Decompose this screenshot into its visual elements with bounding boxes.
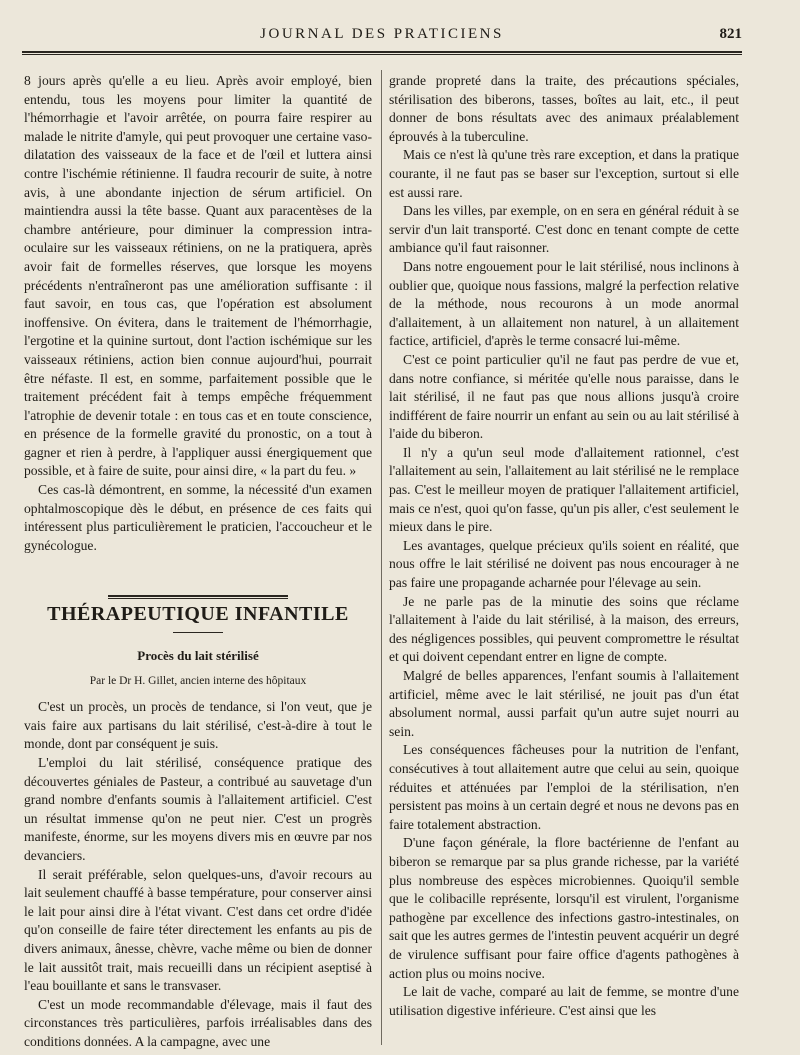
paragraph: Il n'y a qu'un seul mode d'allaitement rationnel, c'est l'allaitement au sein, l'allaitement au lait stérilisé ne le remplace pas. C'est le meilleur moyen de pratiquer l'allaitement artificiel, mais ce n'est, quoi qu'on fasse, qu'un pis aller, c'est seulement le mieux dans le pire. <box>389 444 739 535</box>
right-column <box>389 72 739 1020</box>
header-rule <box>22 51 742 55</box>
paragraph: C'est un procès, un procès de tendance, si l'on veut, que je vais faire aux partisans du lait stérilisé, c'est-à-dire à tout le monde, dont par conséquent je suis. <box>24 699 372 752</box>
article-title: Procès du lait stérilisé <box>137 648 259 664</box>
paragraph: D'une façon générale, la flore bactérienne de l'enfant au biberon se remarque par sa plus grande richesse, par la variété plus nombreuse des espèces microbiennes. Quoiqu'il semble que le colibacille représente, lorsqu'il est virulent, l'organisme pathogène par excellence des infections gastro-intestinales, on sait que les autres germes de l'intestin peuvent acquérir un degré de virulence suffisant pour faire office d'agents pathogènes à action plus ou moins nocive. <box>389 835 739 981</box>
paragraph: 8 jours après qu'elle a eu lieu. Après avoir employé, bien entendu, tous les moyens pour limiter la quantité de l'hémorrhagie et l'avoir arrêtée, on pourra faire respirer au malade le nitrite d'amyle, qui peut provoquer une certaine vaso-dilatation des vaisseaux de la face et de l'œil et luttera ainsi contre l'ischémie rétinienne. Il faudra recourir de suite, à notre avis, à une abondante injection de sérum artificiel. On maintiendra aussi la tête basse. Quant aux paracentèses de la chambre antérieure, pour diminuer la compression intra-oculaire sur les vaisseaux rétiniens, on ne la pratiquera, après avoir fait de formelles réserves, que lorsque les moyens précédents n'entraîneront pas une amélioration suffisante : il faut savoir, en tous cas, que l'opération est absolument inoffensive. On évitera, dans le traitement de l'hémorrhagie, l'ergotine et la quinine surtout, dont l'action ischémique sur les vaisseaux rétiniens, action bien connue aujourd'hui, pourrait être néfaste. Il est, en somme, parfaitement possible que le traitement précédent fait à temps empêche fréquemment l'atrophie de devenir totale : en tous cas et en toute conscience, en présence de la formelle gravité du pronostic, on a tout à gagner et rien à perdre, à l'appliquer aussi énergiquement que possible, et à faire de suite, pour ainsi dire, « la part du feu. » <box>24 73 372 479</box>
paragraph: Il serait préférable, selon quelques-uns, d'avoir recours au lait seulement chauffé à basse température, pour conserver ainsi le lait pour ainsi dire à l'état vivant. C'est dans cet ordre d'idée qu'on conseille de faire téter directement les enfants au pis de divers animaux, ânesse, chèvre, vache même ou bien de donner le lait aussitôt trait, mais recueilli dans un récipient aseptisé à l'eau bouillante et sans le transvaser. <box>24 866 372 994</box>
paragraph: Mais ce n'est là qu'une très rare exception, et dans la pratique courante, il ne faut pas se baser sur l'exception, surtout si elle est aussi rare. <box>389 147 739 200</box>
paragraph: Dans les villes, par exemple, on en sera en général réduit à se servir d'un lait transporté. C'est donc en tenant compte de cette ambiance qu'il faut raisonner. <box>389 203 739 256</box>
paragraph: grande propreté dans la traite, des précautions spéciales, stérilisation des biberons, tasses, boîtes au lait, etc., il peut donner de bons résultats avec des animaux préalablement éprouvés à la tuberculine. <box>389 73 739 144</box>
page-number: 821 <box>719 26 742 42</box>
section-heading <box>24 595 372 633</box>
paragraph: C'est ce point particulier qu'il ne faut pas perdre de vue et, dans notre confiance, si méritée qu'elle nous paraisse, dans le lait stérilisé, il ne faut pas que nous allions jusqu'à croire indifférent de faire nourrir un enfant au sein ou au lait stérilisé à l'aide du biberon. <box>389 351 739 442</box>
article-byline: Par le Dr H. Gillet, ancien interne des hôpitaux <box>89 674 307 687</box>
paragraph: Les conséquences fâcheuses pour la nutrition de l'enfant, consécutives à tout allaitement autre que celui au sein, quoique réduites et atténuées par l'emploi de la stérilisation, n'en persistent pas moins à un certain degré et nous ne devons pas en faire totalement abstraction. <box>389 742 739 832</box>
paragraph: Je ne parle pas de la minutie des soins que réclame l'allaitement à l'aide du lait stérilisé, à la maison, des erreurs, des négligences possibles, qui peuvent compromettre le résultat et qui doivent cependant entrer en ligne de compte. <box>389 593 739 665</box>
paragraph: Les avantages, quelque précieux qu'ils soient en réalité, que nous offre le lait stérilisé ne doivent pas nous encourager à ne pas faire une propagande acharnée pour l'élevage au sein. <box>389 537 739 591</box>
left-column <box>24 72 372 1052</box>
column-divider <box>381 70 382 1045</box>
paragraph: Dans notre engouement pour le lait stérilisé, nous inclinons à oublier que, quoique nous fassions, malgré la perfection relative de la méthode, nous recourons à un mode anormal d'allaitement, à un allaitement non naturel, à un allaitement factice, artificiel, d'après le terme consacré lui-même. <box>389 258 739 349</box>
paragraph: Le lait de vache, comparé au lait de femme, se montre d'une utilisation digestive inférieure. C'est ainsi que les <box>389 984 739 1018</box>
section-rule-top <box>108 595 288 599</box>
section-title: THÉRAPEUTIQUE INFANTILE <box>47 603 349 626</box>
paragraph: Ces cas-là démontrent, en somme, la nécessité d'un examen ophtalmoscopique dès le début, en présence de ces faits qui intéressent plus particulièrement le praticien, l'accoucheur et le gynécologue. <box>24 482 372 553</box>
page-header <box>22 26 742 48</box>
section-rule-bottom <box>173 632 223 633</box>
paragraph: L'emploi du lait stérilisé, conséquence pratique des découvertes géniales de Pasteur, a contribué au sauvetage d'un grand nombre d'enfants soumis à l'allaitement artificiel. C'est un résultat immense qu'on ne peut nier. C'est un progrès manifeste, énorme, sur les moyens divers mis en œuvre par nos devanciers. <box>24 755 372 863</box>
running-title: JOURNAL DES PRATICIENS <box>260 26 504 42</box>
paragraph: Malgré de belles apparences, l'enfant soumis à l'allaitement artificiel, même avec le lait stérilisé, ne jouit pas d'un état absolument normal, aussi parfait qu'un autre sujet nourri au sein. <box>389 668 739 739</box>
paragraph: C'est un mode recommandable d'élevage, mais il faut des circonstances très particulières, parfois irréalisables dans des conditions données. A la campagne, avec une <box>24 996 372 1049</box>
